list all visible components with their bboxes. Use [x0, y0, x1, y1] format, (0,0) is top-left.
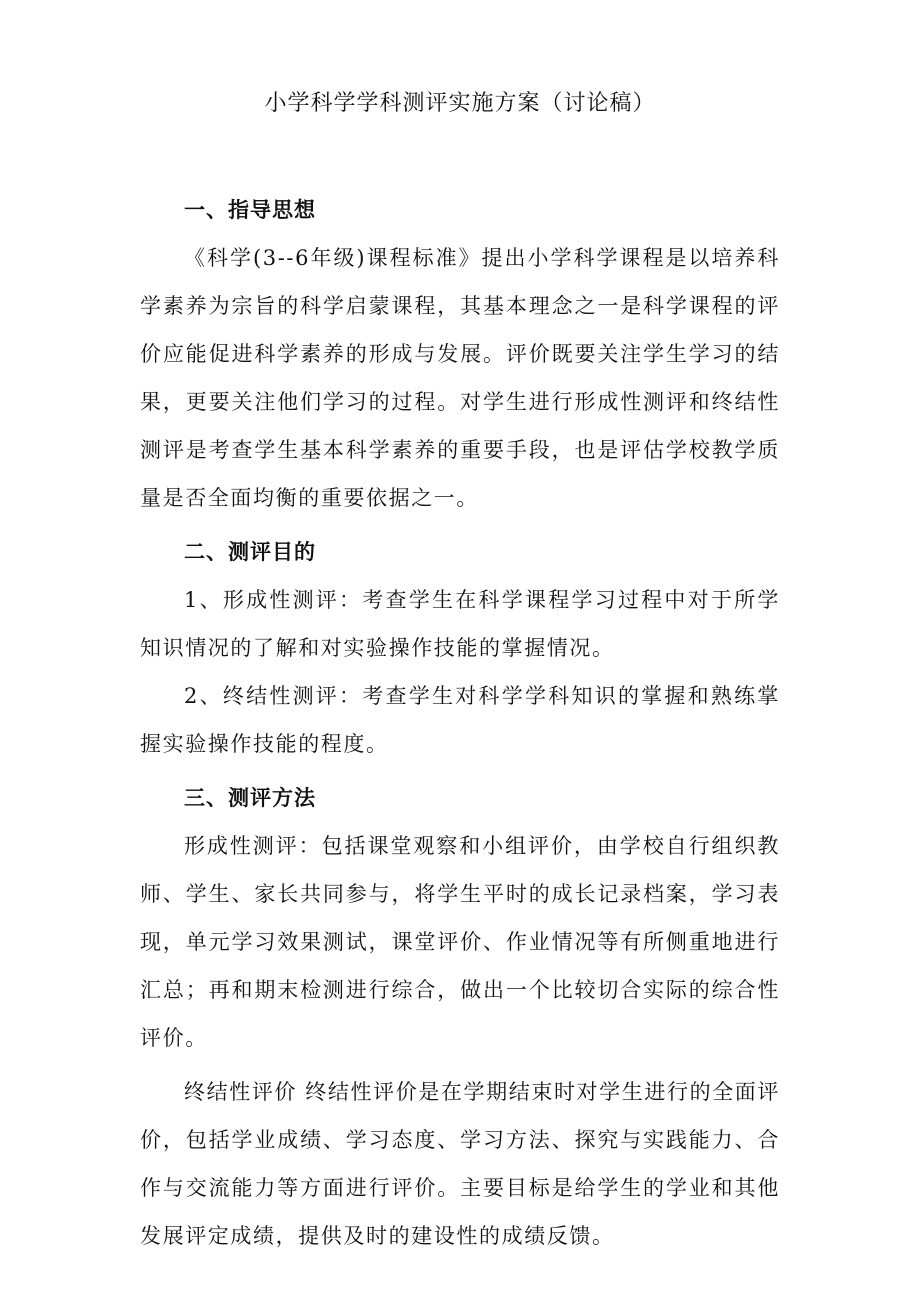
paragraph-formative-purpose: 1、形成性测评：考查学生在科学课程学习过程中对于所学知识情况的了解和对实验操作技能的掌握情况。	[140, 588, 780, 660]
document-body	[140, 186, 780, 1260]
section-heading-guiding-ideology: 一、指导思想	[184, 198, 316, 222]
paragraph-guiding-ideology: 《科学(3--6年级)课程标准》提出小学科学课程是以培养科学素养为宗旨的科学启蒙课程，其基本理念之一是科学课程的评价应能促进科学素养的形成与发展。评价既要关注学生学习的结果，更要关注他们学习的过程。对学生进行形成性测评和终结性测评是考查学生基本科学素养的重要手段，也是评估学校教学质量是否全面均衡的重要依据之一。	[140, 246, 780, 510]
paragraph-summative-purpose: 2、终结性测评：考查学生对科学学科知识的掌握和熟练掌握实验操作技能的程度。	[140, 684, 780, 756]
section-heading-assessment-purpose: 二、测评目的	[184, 540, 316, 564]
document-title: 小学科学学科测评实施方案（讨论稿）	[264, 91, 656, 116]
section-heading-assessment-method: 三、测评方法	[184, 786, 316, 810]
paragraph-formative-method: 形成性测评：包括课堂观察和小组评价，由学校自行组织教师、学生、家长共同参与，将学生平时的成长记录档案，学习表现，单元学习效果测试，课堂评价、作业情况等有所侧重地进行汇总；再和期末检测进行综合，做出一个比较切合实际的综合性评价。	[140, 834, 780, 1050]
paragraph-summative-method: 终结性评价 终结性评价是在学期结束时对学生进行的全面评价，包括学业成绩、学习态度、学习方法、探究与实践能力、合作与交流能力等方面进行评价。主要目标是给学生的学业和其他发展评定成绩，提供及时的建设性的成绩反馈。	[140, 1080, 780, 1248]
